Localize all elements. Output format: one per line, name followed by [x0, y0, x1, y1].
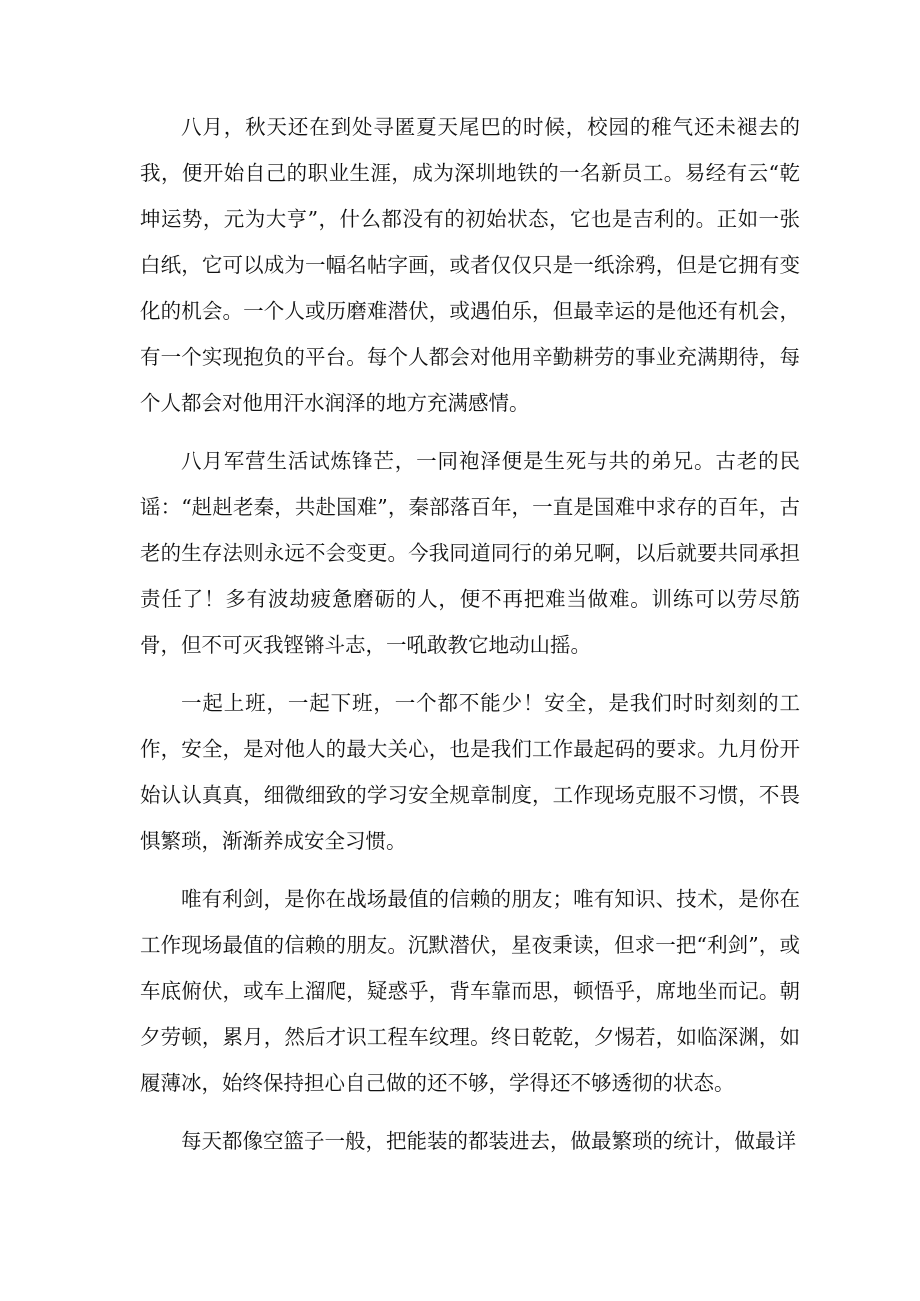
paragraph-5: 每天都像空篮子一般，把能装的都装进去，做最繁琐的统计，做最详: [181, 1129, 796, 1153]
document-body: [140, 104, 800, 1164]
paragraph-4: 唯有利剑，是你在战场最值的信赖的朋友；唯有知识、技术，是你在工作现场最值的信赖的朋友。沉默潜伏，星夜秉读，但求一把“利剑”，或车底俯伏，或车上溜爬，疑惑乎，背车靠而思，顿悟乎，席地坐而记。朝夕劳顿，累月，然后才识工程车纹理。终日乾乾，夕惕若，如临深渊，如履薄冰，始终保持担心自己做的还不够，学得还不够透彻的状态。: [140, 887, 800, 1095]
paragraph-1: 八月，秋天还在到处寻匿夏天尾巴的时候，校园的稚气还未褪去的我，便开始自己的职业生涯，成为深圳地铁的一名新员工。易经有云“乾坤运势，元为大亨”，什么都没有的初始状态，它也是吉利的。正如一张白纸，它可以成为一幅名帖字画，或者仅仅只是一纸涂鸦，但是它拥有变化的机会。一个人或历磨难潜伏，或遇伯乐，但最幸运的是他还有机会，有一个实现抱负的平台。每个人都会对他用辛勤耕劳的事业充满期待，每个人都会对他用汗水润泽的地方充满感情。: [140, 115, 800, 415]
paragraph-2: 八月军营生活试炼锋芒，一同袍泽便是生死与共的弟兄。古老的民谣：“赳赳老秦，共赴国难”，秦部落百年，一直是国难中求存的百年，古老的生存法则永远不会变更。今我同道同行的弟兄啊，以后就要共同承担责任了！多有波劫疲惫磨砺的人，便不再把难当做难。训练可以劳尽筋骨，但不可灭我铿锵斗志，一吼敢教它地动山摇。: [140, 449, 800, 657]
paragraph-3: 一起上班，一起下班，一个都不能少！安全，是我们时时刻刻的工作，安全，是对他人的最大关心，也是我们工作最起码的要求。九月份开始认认真真，细微细致的学习安全规章制度，工作现场克服不习惯，不畏惧繁琐，渐渐养成安全习惯。: [140, 691, 800, 853]
